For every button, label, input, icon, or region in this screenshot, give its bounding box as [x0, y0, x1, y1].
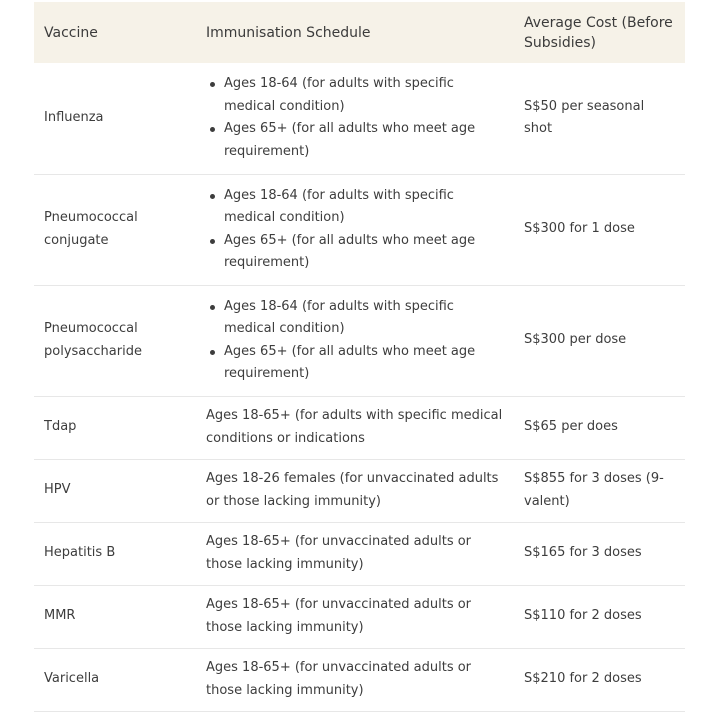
table-row — [34, 285, 685, 396]
schedule-item: Ages 65+ (for all adults who meet age requirement) — [224, 230, 504, 275]
cost-cell: S$165 for 3 doses — [524, 545, 642, 561]
schedule-cell: Ages 18-26 females (for unvaccinated adults or those lacking immunity) — [206, 471, 499, 509]
header-vaccine: Vaccine — [44, 24, 98, 41]
cost-cell: S$65 per does — [524, 419, 618, 435]
schedule-item: Ages 65+ (for all adults who meet age requirement) — [224, 118, 504, 163]
vaccine-name-cell: Hepatitis B — [44, 545, 116, 561]
table-row — [34, 63, 685, 174]
header-row — [34, 2, 685, 63]
table-row — [34, 522, 685, 585]
schedule-cell: Ages 18-65+ (for unvaccinated adults or those lacking immunity) — [206, 534, 472, 572]
schedule-item: Ages 18-64 (for adults with specific medical condition) — [224, 73, 504, 118]
schedule-cell: Ages 18-65+ (for unvaccinated adults or those lacking immunity) — [206, 660, 472, 698]
vaccine-name-cell: Pneumococcal polysaccharide — [44, 321, 142, 359]
cost-cell: S$210 for 2 doses — [524, 671, 642, 687]
header-schedule: Immunisation Schedule — [206, 24, 371, 41]
table-row — [34, 396, 685, 459]
schedule-item: Ages 65+ (for all adults who meet age requirement) — [224, 341, 504, 386]
cost-cell: S$300 for 1 dose — [524, 221, 635, 237]
schedule-cell — [196, 285, 514, 396]
header-cost: Average Cost (Before Subsidies) — [524, 14, 673, 51]
cost-cell: S$855 for 3 doses (9-valent) — [524, 471, 664, 509]
vaccine-name-cell: Varicella — [44, 671, 100, 687]
vaccine-name-cell: MMR — [44, 608, 76, 624]
schedule-item: Ages 18-64 (for adults with specific medical condition) — [224, 296, 504, 341]
vaccine-name-cell: Influenza — [44, 110, 104, 125]
table-row — [34, 585, 685, 648]
table-row — [34, 459, 685, 522]
table-row — [34, 648, 685, 711]
schedule-list — [206, 185, 504, 275]
schedule-cell: Ages 18-65+ (for adults with specific medical conditions or indications — [206, 408, 503, 446]
schedule-cell — [196, 63, 514, 174]
vaccine-name-cell: Pneumococcal conjugate — [44, 210, 138, 248]
vaccine-table-container — [34, 2, 685, 712]
cost-cell: S$300 per dose — [524, 332, 627, 348]
schedule-cell — [196, 174, 514, 285]
table-header — [34, 2, 685, 63]
vaccine-name-cell: Tdap — [44, 419, 77, 435]
cost-cell: S$110 for 2 doses — [524, 608, 642, 624]
table-body — [34, 63, 685, 711]
table-row — [34, 174, 685, 285]
schedule-item: Ages 18-64 (for adults with specific medical condition) — [224, 185, 504, 230]
schedule-cell: Ages 18-65+ (for unvaccinated adults or those lacking immunity) — [206, 597, 472, 635]
vaccine-cost-table — [34, 2, 685, 712]
vaccine-name-cell: HPV — [44, 482, 71, 498]
schedule-list — [206, 73, 504, 163]
schedule-list — [206, 296, 504, 386]
cost-cell: S$50 per seasonal shot — [524, 98, 645, 137]
